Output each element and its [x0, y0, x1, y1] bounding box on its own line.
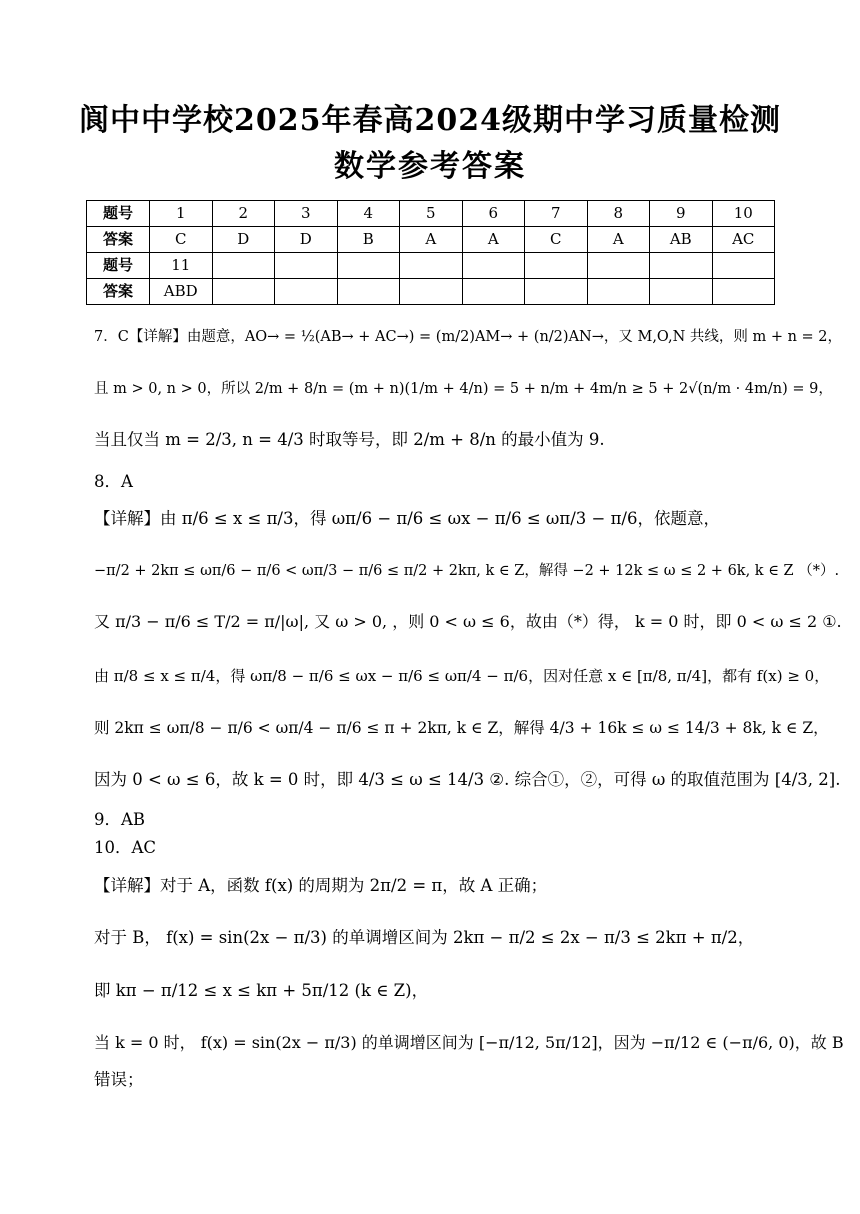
table-cell: 10	[712, 201, 775, 227]
table-row	[87, 253, 775, 279]
row-header-answer: 答案	[87, 279, 150, 305]
solution-line: −π/2 + 2kπ ≤ ωπ/6 − π/6 < ωπ/3 − π/6 ≤ π/2 + 2kπ, k ∈ Z，解得 −2 + 12k ≤ ω ≤ 2 + 6k, k ∈ Z （*）.	[94, 563, 840, 579]
table-cell: 8	[587, 201, 650, 227]
table-cell: 1	[150, 201, 213, 227]
solution-line: 错误；	[94, 1070, 144, 1089]
table-cell: AB	[650, 227, 713, 253]
table-cell	[212, 253, 275, 279]
solution-line: 且 m > 0, n > 0，所以 2/m + 8/n = (m + n)(1/m + 4/n) = 5 + n/m + 4m/n ≥ 5 + 2√(n/m · 4m/n) = 9，	[94, 381, 833, 397]
table-cell	[712, 279, 775, 305]
solution-line: 【详解】对于 A，函数 f(x) 的周期为 2π/2 = π，故 A 正确；	[94, 876, 548, 895]
table-cell: AC	[712, 227, 775, 253]
table-cell: 3	[275, 201, 338, 227]
table-cell: A	[400, 227, 463, 253]
table-row	[87, 279, 775, 305]
solution-line: 对于 B， f(x) = sin(2x − π/3) 的单调增区间为 2kπ − π/2 ≤ 2x − π/3 ≤ 2kπ + π/2，	[94, 928, 755, 947]
table-cell	[525, 253, 588, 279]
solution-line: 又 π/3 − π/6 ≤ T/2 = π/|ω|, 又 ω > 0, ，则 0 < ω ≤ 6，故由（*）得， k = 0 时，即 0 < ω ≤ 2 ①.	[94, 612, 842, 631]
table-cell: B	[337, 227, 400, 253]
table-cell	[650, 279, 713, 305]
table-cell	[212, 279, 275, 305]
table-cell: ABD	[150, 279, 213, 305]
table-cell: A	[462, 227, 525, 253]
table-cell: D	[275, 227, 338, 253]
table-cell	[587, 279, 650, 305]
row-header-question: 题号	[87, 201, 150, 227]
document-title: 阆中中学校2025年春高2024级期中学习质量检测	[79, 103, 781, 138]
table-cell: A	[587, 227, 650, 253]
table-cell: 9	[650, 201, 713, 227]
solution-line: 即 kπ − π/12 ≤ x ≤ kπ + 5π/12 (k ∈ Z)，	[94, 981, 429, 1000]
solution-line: 当且仅当 m = 2/3, n = 4/3 时取等号，即 2/m + 8/n 的最小值为 9.	[94, 430, 605, 449]
solution-line: 7．C【详解】由题意，AO→ = ½(AB→ + AC→) = (m/2)AM→ + (n/2)AN→，又 M,O,N 共线，则 m + n = 2，	[94, 329, 843, 345]
solution-line: 10．AC	[94, 838, 157, 857]
table-cell: C	[150, 227, 213, 253]
table-cell	[400, 253, 463, 279]
table-cell: 11	[150, 253, 213, 279]
table-cell	[650, 253, 713, 279]
table-cell	[400, 279, 463, 305]
solution-line: 当 k = 0 时， f(x) = sin(2x − π/3) 的单调增区间为 [−π/12, 5π/12]，因为 −π/12 ∈ (−π/6, 0)，故 B	[94, 1033, 844, 1052]
solution-line: 9．AB	[94, 810, 146, 829]
solution-line: 因为 0 < ω ≤ 6，故 k = 0 时，即 4/3 ≤ ω ≤ 14/3 ②. 综合①，②，可得 ω 的取值范围为 [4/3, 2].	[94, 770, 841, 789]
table-cell: 4	[337, 201, 400, 227]
solution-line: 由 π/8 ≤ x ≤ π/4，得 ωπ/8 − π/6 ≤ ωx − π/6 ≤ ωπ/4 − π/6，因对任意 x ∈ [π/8, π/4]，都有 f(x) ≥ 0，	[94, 667, 830, 685]
solution-line: 8．A	[94, 472, 133, 491]
table-cell	[275, 279, 338, 305]
row-header-answer: 答案	[87, 227, 150, 253]
solution-line: 【详解】由 π/6 ≤ x ≤ π/3，得 ωπ/6 − π/6 ≤ ωx − π/6 ≤ ωπ/3 − π/6，依题意，	[94, 509, 720, 528]
table-cell: 2	[212, 201, 275, 227]
table-cell	[587, 253, 650, 279]
table-cell	[525, 279, 588, 305]
table-row	[87, 227, 775, 253]
table-cell: 5	[400, 201, 463, 227]
table-cell	[712, 253, 775, 279]
table-cell	[337, 253, 400, 279]
answer-table	[86, 200, 775, 305]
table-row	[87, 201, 775, 227]
solution-line: 则 2kπ ≤ ωπ/8 − π/6 < ωπ/4 − π/6 ≤ π + 2kπ, k ∈ Z，解得 4/3 + 16k ≤ ω ≤ 14/3 + 8k, k ∈ Z，	[94, 719, 829, 737]
document-subtitle: 数学参考答案	[334, 149, 526, 184]
table-cell: C	[525, 227, 588, 253]
table-cell	[462, 279, 525, 305]
table-cell	[462, 253, 525, 279]
table-cell	[275, 253, 338, 279]
table-cell: 7	[525, 201, 588, 227]
table-cell: D	[212, 227, 275, 253]
table-cell	[337, 279, 400, 305]
table-cell: 6	[462, 201, 525, 227]
row-header-question: 题号	[87, 253, 150, 279]
